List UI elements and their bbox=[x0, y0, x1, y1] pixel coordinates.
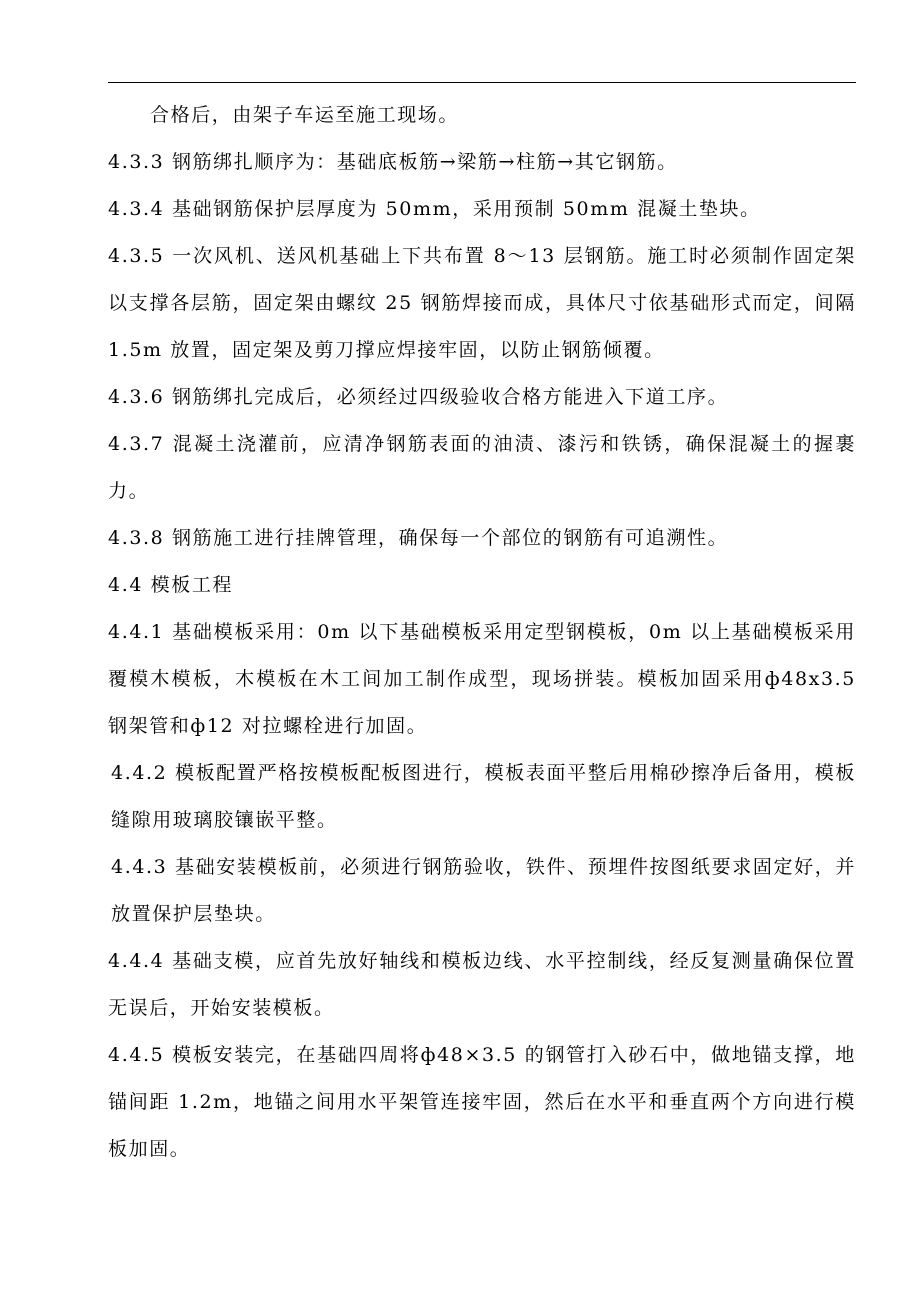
paragraph-4-3-4: 4.3.4 基础钢筋保护层厚度为 50mm，采用预制 50mm 混凝土垫块。 bbox=[108, 198, 761, 220]
paragraph-4-4-5: 4.4.5 模板安装完，在基础四周将ф48×3.5 的钢管打入砂石中，做地锚支撑，地锚间距 1.2m，地锚之间用水平架管连接牢固，然后在水平和垂直两个方向进行模板加固。 bbox=[108, 1044, 856, 1160]
paragraph-4-4-2: 4.4.2 模板配置严格按模板配板图进行，模板表面平整后用棉砂擦净后备用，模板缝隙用玻璃胶镶嵌平整。 bbox=[111, 762, 856, 831]
section-heading-4-4: 4.4 模板工程 bbox=[108, 574, 234, 596]
paragraph-continuation: 合格后，由架子车运至施工现场。 bbox=[150, 104, 460, 126]
paragraph-4-3-8: 4.3.8 钢筋施工进行挂牌管理，确保每一个部位的钢筋有可追溯性。 bbox=[108, 527, 729, 549]
paragraph-4-4-1: 4.4.1 基础模板采用：0m 以下基础模板采用定型钢模板，0m 以上基础模板采用覆模木模板，木模板在木工间加工制作成型，现场拼装。模板加固采用ф48x3.5 钢架管和ф12 对拉螺栓进行加固。 bbox=[108, 621, 856, 737]
paragraph-4-3-5: 4.3.5 一次风机、送风机基础上下共布置 8～13 层钢筋。施工时必须制作固定架以支撑各层筋，固定架由螺纹 25 钢筋焊接而成，具体尺寸依基础形式而定，间隔 1.5m 放置，固定架及剪刀撑应焊接牢固，以防止钢筋倾覆。 bbox=[108, 245, 856, 361]
header-rule bbox=[108, 82, 856, 83]
paragraph-4-4-4: 4.4.4 基础支模，应首先放好轴线和模板边线、水平控制线，经反复测量确保位置无误后，开始安装模板。 bbox=[108, 950, 856, 1019]
paragraph-4-4-3: 4.4.3 基础安装模板前，必须进行钢筋验收，铁件、预埋件按图纸要求固定好，并放置保护层垫块。 bbox=[111, 856, 856, 925]
paragraph-4-3-7: 4.3.7 混凝土浇灌前，应清净钢筋表面的油渍、漆污和铁锈，确保混凝土的握裹力。 bbox=[108, 433, 856, 502]
paragraph-4-3-6: 4.3.6 钢筋绑扎完成后，必须经过四级验收合格方能进入下道工序。 bbox=[108, 386, 729, 408]
document-body bbox=[108, 92, 856, 1173]
paragraph-4-3-3: 4.3.3 钢筋绑扎顺序为：基础底板筋→梁筋→柱筋→其它钢筋。 bbox=[108, 151, 678, 173]
